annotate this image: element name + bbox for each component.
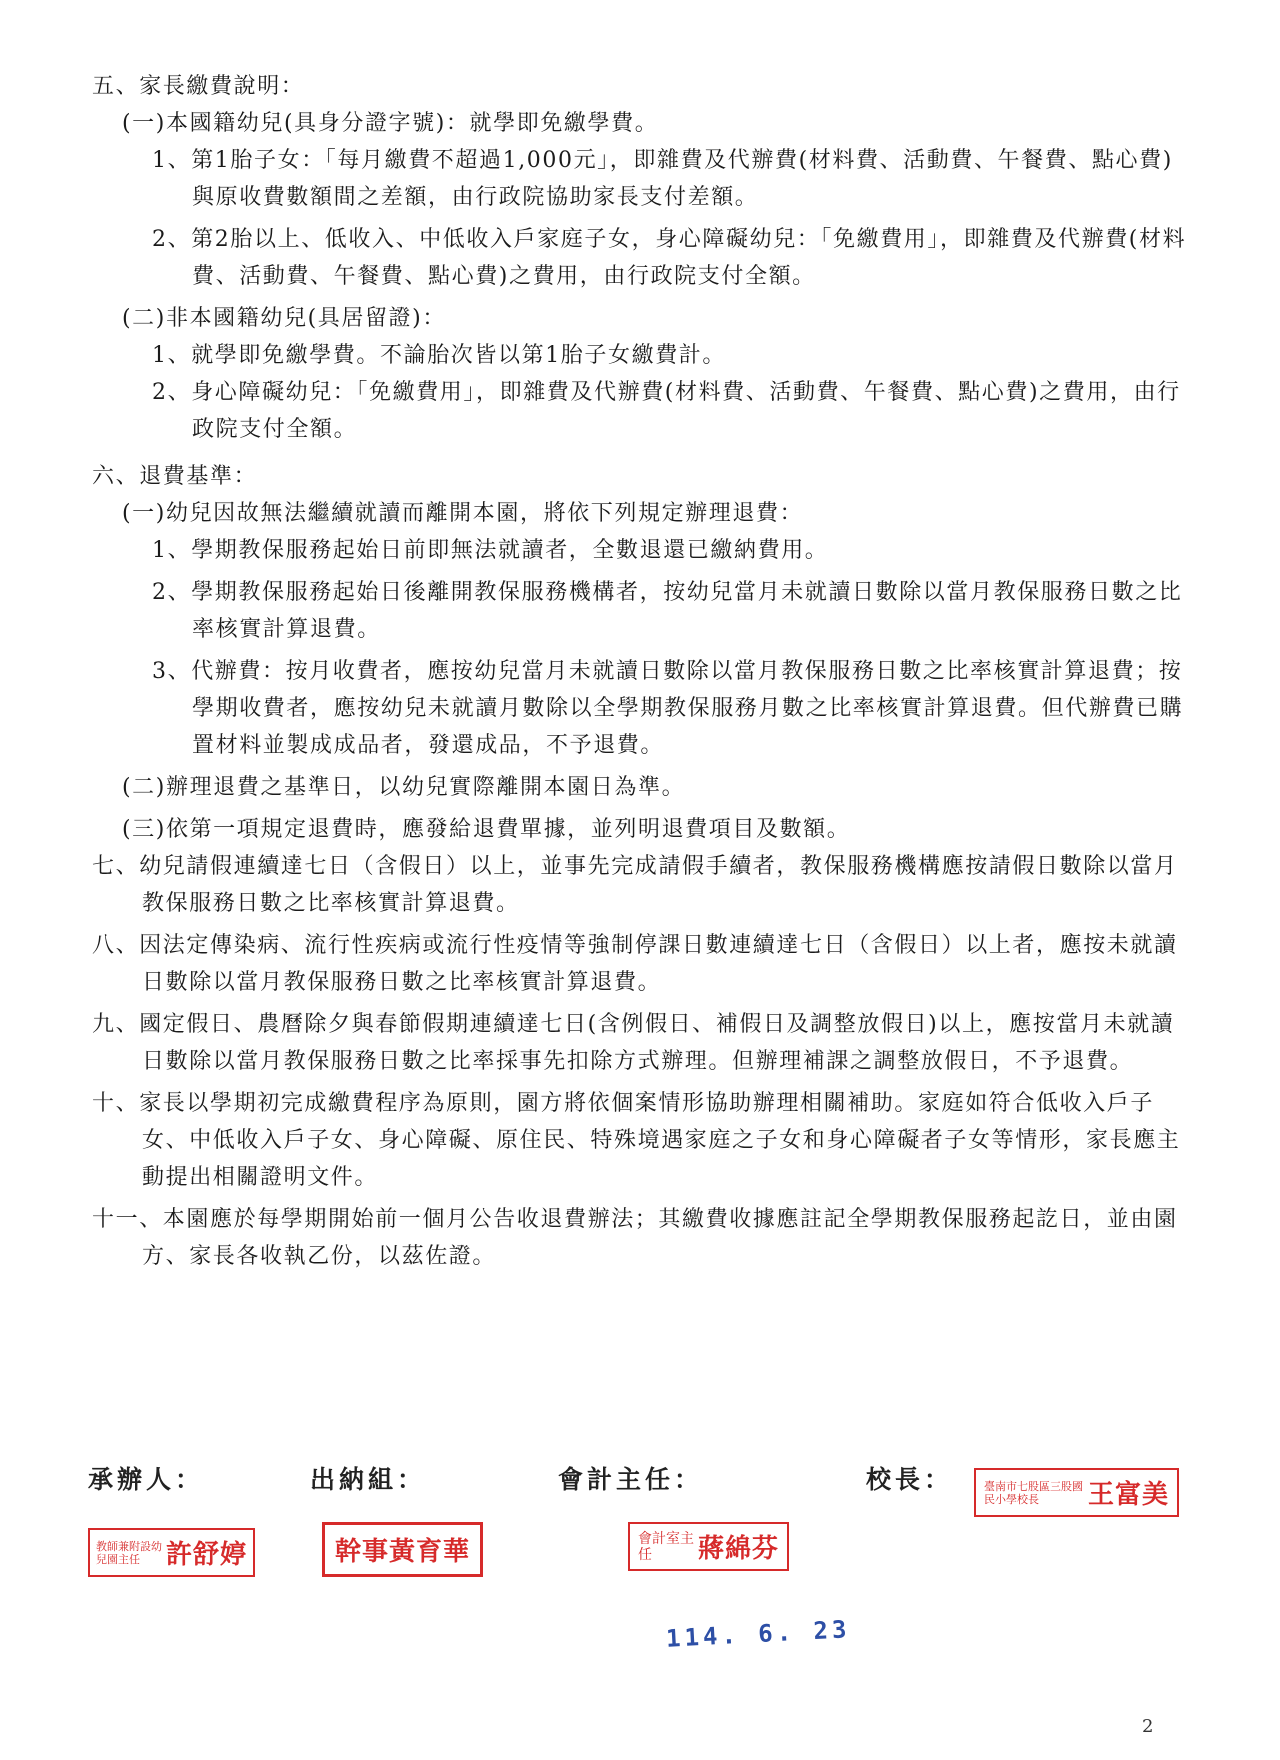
section-8: 八、因法定傳染病、流行性疾病或流行性疫情等強制停課日數連續達七日（含假日）以上者，應按未就讀日數除以當月教保服務日數之比率核實計算退費。 [92, 933, 1178, 995]
section-6-sub-3: (三)依第一項規定退費時，應發給退費單據，並列明退費項目及數額。 [122, 817, 851, 842]
principal-seal-title: 臺南市七股區三股國民小學校長 [984, 1479, 1083, 1506]
section-6-title: 六、退費基準： [92, 464, 258, 489]
signature-label-cashier: 出納組： [310, 1465, 427, 1494]
cashier-seal-name: 幹事黃育華 [335, 1537, 471, 1567]
date-stamp: 114. 6. 23 [665, 1615, 852, 1653]
section-5-sub-2: (二)非本國籍幼兒(具居留證)： [122, 306, 446, 331]
section-5-title: 五、家長繳費說明： [92, 74, 305, 99]
principal-seal-stamp [974, 1468, 1179, 1517]
handler-seal-stamp [88, 1528, 255, 1577]
section-6-sub-1-item-3: 3、代辦費：按月收費者，應按幼兒當月未就讀日數除以當月教保服務日數之比率核實計算退費；按學期收費者，應按幼兒未就讀月數除以全學期教保服務月數之比率核實計算退費。但代辦費已購置材料並製成成品者，發還成品，不予退費。 [152, 659, 1184, 758]
section-6-sub-2: (二)辦理退費之基準日，以幼兒實際離開本園日為準。 [122, 775, 686, 800]
accountant-seal-name: 蔣綿芬 [698, 1534, 780, 1564]
accountant-seal-title: 會計室主任 [638, 1530, 694, 1563]
principal-seal-name: 王富美 [1088, 1480, 1170, 1510]
signature-label-handler: 承辦人： [88, 1465, 205, 1494]
section-5-sub-1-item-2: 2、第2胎以上、低收入、中低收入戶家庭子女，身心障礙幼兒：「免繳費用」，即雜費及代辦費(材料費、活動費、午餐費、點心費)之費用，由行政院支付全額。 [152, 227, 1187, 289]
section-5-sub-2-item-1: 1、就學即免繳學費。不論胎次皆以第1胎子女繳費計。 [152, 343, 726, 368]
handler-seal-name: 許舒婷 [166, 1540, 248, 1570]
section-5-sub-1-item-1: 1、第1胎子女：「每月繳費不超過1,000元」，即雜費及代辦費(材料費、活動費、午餐費、點心費)與原收費數額間之差額，由行政院協助家長支付差額。 [152, 148, 1173, 210]
section-11: 十一、本園應於每學期開始前一個月公告收退費辦法；其繳費收據應註記全學期教保服務起訖日，並由園方、家長各收執乙份，以茲佐證。 [92, 1207, 1178, 1269]
document-body [92, 68, 1192, 1275]
section-10: 十、家長以學期初完成繳費程序為原則，園方將依個案情形協助辦理相關補助。家庭如符合低收入戶子女、中低收入戶子女、身心障礙、原住民、特殊境遇家庭之子女和身心障礙者子女等情形，家長應主動提出相關證明文件。 [92, 1091, 1181, 1190]
section-6-sub-1-item-2: 2、學期教保服務起始日後離開教保服務機構者，按幼兒當月未就讀日數除以當月教保服務日數之比率核實計算退費。 [152, 580, 1183, 642]
section-5-sub-2-item-2: 2、身心障礙幼兒：「免繳費用」，即雜費及代辦費(材料費、活動費、午餐費、點心費)之費用，由行政院支付全額。 [152, 380, 1181, 442]
section-7: 七、幼兒請假連續達七日（含假日）以上，並事先完成請假手續者，教保服務機構應按請假日數除以當月教保服務日數之比率核實計算退費。 [92, 854, 1178, 916]
cashier-seal-stamp [322, 1522, 483, 1577]
signature-label-principal: 校長： [866, 1465, 954, 1494]
page-number: 2 [1142, 1716, 1154, 1737]
signature-label-accountant: 會計主任： [558, 1465, 704, 1494]
handler-seal-title: 教師兼附設幼兒園主任 [96, 1539, 162, 1566]
section-6-sub-1: (一)幼兒因故無法繼續就讀而離開本園，將依下列規定辦理退費： [122, 501, 804, 526]
section-9: 九、國定假日、農曆除夕與春節假期連續達七日(含例假日、補假日及調整放假日)以上，應按當月未就讀日數除以當月教保服務日數之比率採事先扣除方式辦理。但辦理補課之調整放假日，不予退費。 [92, 1012, 1175, 1074]
accountant-seal-stamp [628, 1522, 789, 1571]
section-5-sub-1: (一)本國籍幼兒(具身分證字號)：就學即免繳學費。 [122, 111, 659, 136]
section-6-sub-1-item-1: 1、學期教保服務起始日前即無法就讀者，全數退還已繳納費用。 [152, 538, 829, 563]
